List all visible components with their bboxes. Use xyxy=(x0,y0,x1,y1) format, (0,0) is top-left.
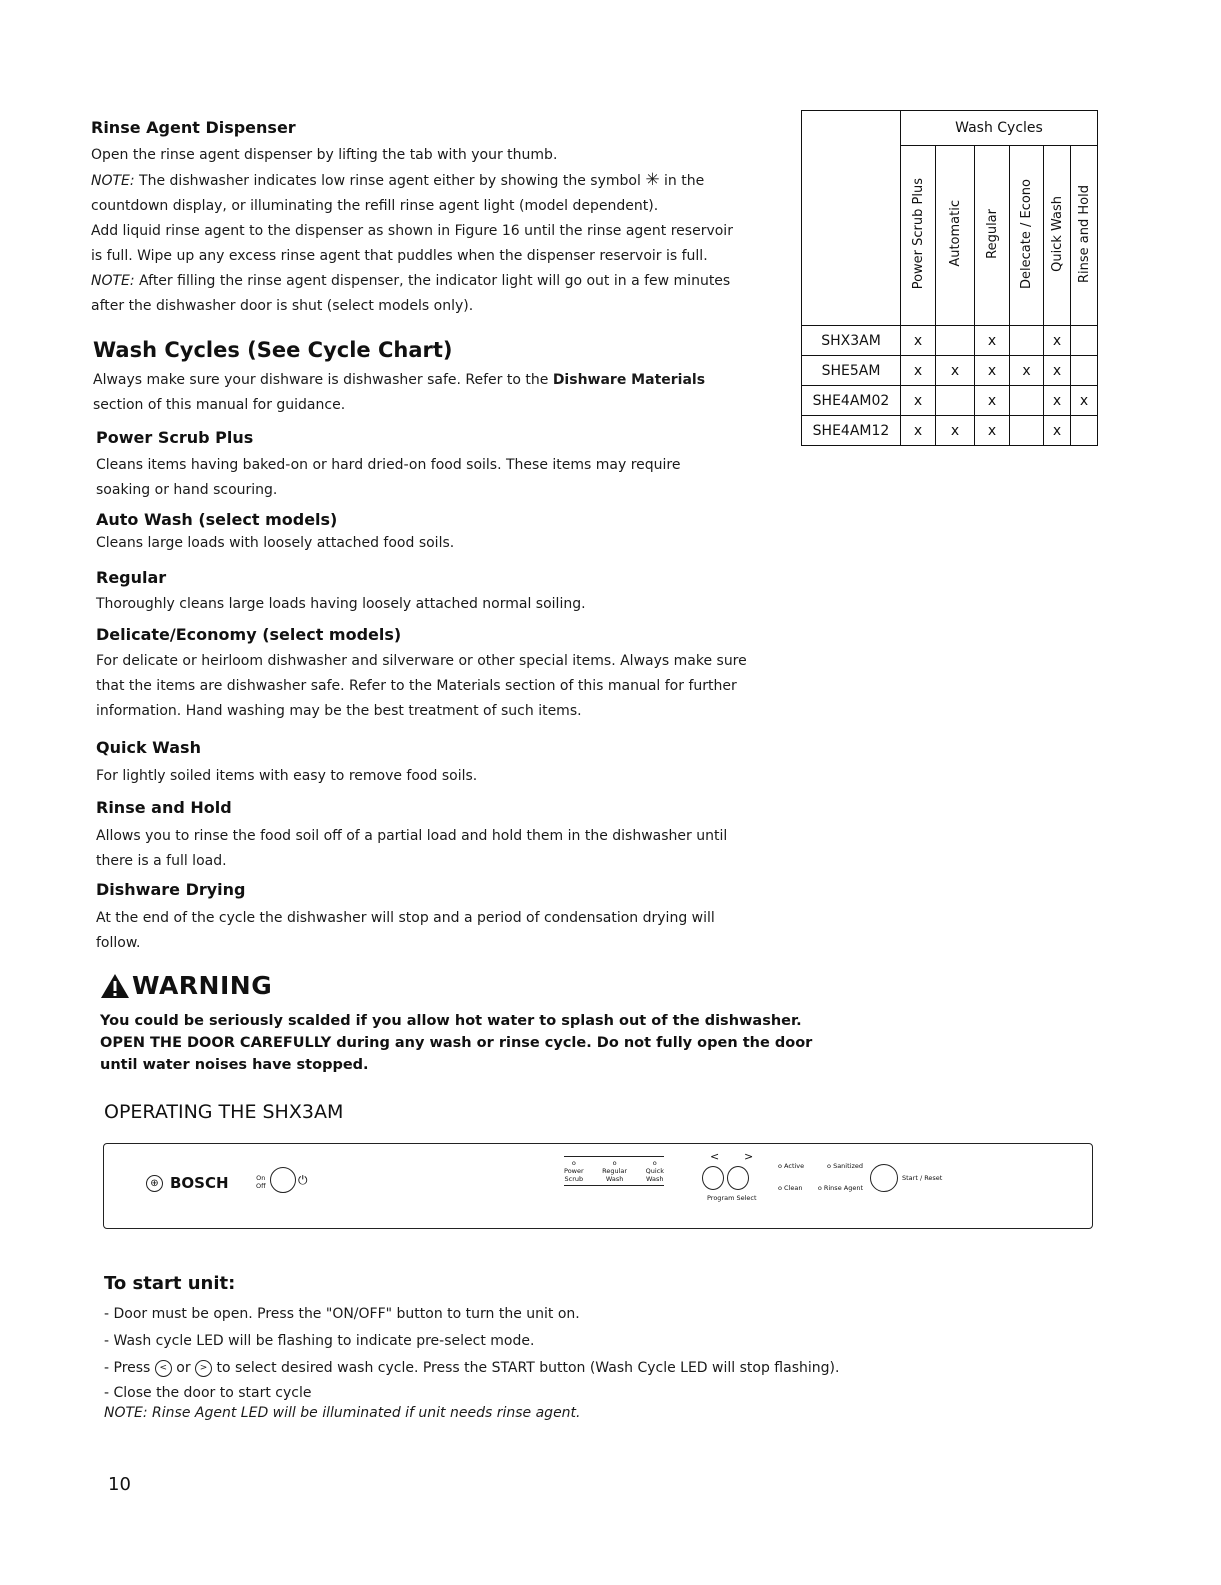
bosch-logo-icon: ⊕ xyxy=(146,1175,163,1192)
next-arrow: > xyxy=(744,1150,754,1163)
start-instructions: - Door must be open. Press the "ON/OFF" button to turn the unit on. - Wash cycle LED will be flashing to indicate pre-select mode. - Press < or > to select desired wash cycle. Press the START button (Wash Cycle LED will stop flashing). - Close the door to start cycle NOTE: Rinse Agent LED will be illuminated if unit needs rinse agent. xyxy=(104,1300,1004,1423)
chart-row: SHE5AM x x x x x xyxy=(802,356,1098,386)
start-line-press: - Press < or > to select desired wash cycle. Press the START button (Wash Cycle LED will stop flashing). xyxy=(104,1360,840,1376)
rinse-line: after the dishwasher door is shut (select models only). xyxy=(91,298,474,314)
warning-block xyxy=(100,971,812,1076)
prev-arrow: < xyxy=(710,1150,720,1163)
chart-corner xyxy=(802,111,901,326)
on-off-button[interactable] xyxy=(270,1167,296,1193)
page-number: 10 xyxy=(108,1474,131,1495)
chart-col-header: Regular xyxy=(975,146,1010,326)
chart-col-header: Delecate / Econo xyxy=(1010,146,1044,326)
indicator-clean: o Clean xyxy=(778,1184,803,1192)
operating-heading: OPERATING THE SHX3AM xyxy=(104,1101,344,1123)
chart-col-header: Automatic xyxy=(936,146,975,326)
chart-row: SHE4AM12 x x x x xyxy=(802,416,1098,446)
cycle-led-regular[interactable]: o Regular Wash xyxy=(602,1159,628,1183)
rinse-line: Open the rinse agent dispenser by lifting the tab with your thumb. xyxy=(91,147,558,163)
cycle-descriptions xyxy=(96,427,786,956)
rinse-line: Add liquid rinse agent to the dispenser as shown in Figure 16 until the rinse agent reservoir xyxy=(91,223,733,239)
chart-group-header: Wash Cycles xyxy=(901,111,1098,146)
cycles-intro: Always make sure your dishware is dishwasher safe. Refer to the Dishware Materials section of this manual for guidance. xyxy=(93,372,706,413)
cycle-item: Regular Thoroughly cleans large loads having loosely attached normal soiling. xyxy=(96,568,586,612)
start-reset-button[interactable] xyxy=(870,1164,898,1192)
indicator-active: o Active xyxy=(778,1162,805,1170)
rinse-heading: Rinse Agent Dispenser xyxy=(91,118,296,137)
control-panel xyxy=(103,1143,1093,1229)
warning-title: WARNING xyxy=(132,971,273,1000)
cycles-heading: Wash Cycles (See Cycle Chart) xyxy=(93,338,453,362)
cycle-item: Quick Wash For lightly soiled items with easy to remove food soils. xyxy=(96,738,478,784)
warning-text: until water noises have stopped. xyxy=(100,1057,369,1073)
rinse-line: is full. Wipe up any excess rinse agent that puddles when the dispenser reservoir is full. xyxy=(91,248,708,264)
cycle-led-quick[interactable]: o Quick Wash xyxy=(645,1159,664,1183)
rinse-note1: NOTE: The dishwasher indicates low rinse agent either by showing the symbol ✳ in the xyxy=(91,170,705,190)
chart-col-header: Quick Wash xyxy=(1044,146,1071,326)
indicator-sanitized: o Sanitized xyxy=(827,1162,863,1170)
cycle-led-group xyxy=(564,1156,664,1186)
warning-text: You could be seriously scalded if you allow hot water to splash out of the dishwasher. xyxy=(100,1013,802,1029)
snowflake-icon: ✳ xyxy=(645,170,660,190)
status-indicators xyxy=(778,1162,863,1192)
rinse-line: countdown display, or illuminating the refill rinse agent light (model dependent). xyxy=(91,198,659,214)
brand-logo: ⊕ BOSCH xyxy=(146,1174,229,1192)
cycle-item: Delicate/Economy (select models) For delicate or heirloom dishwasher and silverware or other special items. Always make sure that the items are dishwasher safe. Refer to the Materials section of this manual for further information. Hand washing may be the best treatment of such items. xyxy=(96,625,747,719)
cycle-item: Power Scrub Plus Cleans items having baked-on or hard dried-on food soils. These items may require soaking or hand scouring. xyxy=(96,428,681,498)
warning-triangle-icon xyxy=(100,973,130,999)
program-next-button[interactable] xyxy=(727,1166,749,1190)
chart-col-header: Rinse and Hold xyxy=(1071,146,1098,326)
chart-col-header: Power Scrub Plus xyxy=(901,146,936,326)
program-prev-button[interactable] xyxy=(702,1166,724,1190)
cycle-item: Dishware Drying At the end of the cycle the dishwasher will stop and a period of condensation drying will follow. xyxy=(96,880,715,951)
indicator-rinse-agent: o Rinse Agent xyxy=(817,1184,863,1192)
cycle-item: Auto Wash (select models) Cleans large loads with loosely attached food soils. xyxy=(96,510,455,551)
cycle-item: Rinse and Hold Allows you to rinse the food soil off of a partial load and hold them in the dishwasher until there is a full load. xyxy=(96,798,728,869)
rinse-note2: NOTE: After filling the rinse agent dispenser, the indicator light will go out in a few minutes xyxy=(91,273,731,289)
warning-text: OPEN THE DOOR CAREFULLY during any wash or rinse cycle. Do not fully open the door xyxy=(100,1035,813,1051)
start-heading: To start unit: xyxy=(104,1273,236,1294)
program-select-label: Program Select xyxy=(707,1194,757,1202)
prev-button-icon: < xyxy=(155,1360,172,1377)
rinse-paragraph xyxy=(91,143,781,319)
cycle-led-power-scrub[interactable]: o Power Scrub xyxy=(564,1159,584,1183)
next-button-icon: > xyxy=(195,1360,212,1377)
power-icon: ⏻ xyxy=(298,1173,308,1187)
chart-row: SHE4AM02 x x x x xyxy=(802,386,1098,416)
cycle-chart xyxy=(801,110,1098,446)
chart-row: SHX3AM x x x xyxy=(802,326,1098,356)
on-off-label: On Off xyxy=(256,1174,266,1190)
start-reset-label: Start / Reset xyxy=(902,1174,943,1182)
